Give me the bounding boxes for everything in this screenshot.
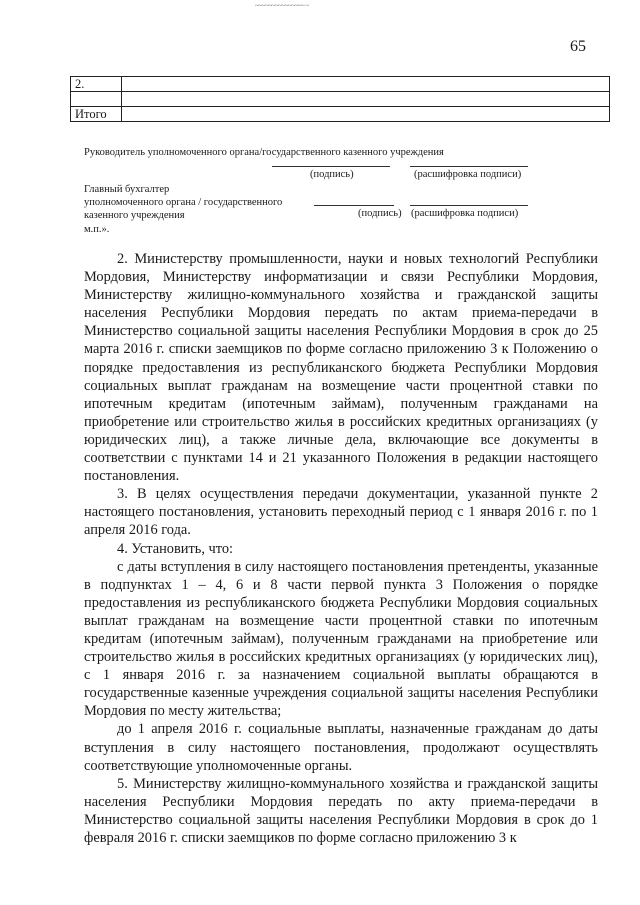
signature-line — [314, 205, 394, 206]
chief-accountant-label: казенного учреждения — [84, 210, 185, 221]
decode-line — [410, 166, 528, 167]
head-of-agency-label: Руководитель уполномоченного органа/государственного казенного учреждения — [84, 147, 444, 158]
decode-caption: (расшифровка подписи) — [414, 169, 522, 180]
decode-line — [410, 205, 528, 206]
paragraph-3: 3. В целях осуществления передачи документации, указанной пункте 2 настоящего постановления, установить переходный период с 1 января 2016 г. по 1 апреля 2016 года. — [84, 486, 598, 539]
table-row — [71, 107, 610, 122]
table-cell — [122, 77, 610, 92]
summary-table — [70, 76, 610, 122]
page-number: 65 — [570, 38, 586, 55]
table-row — [71, 92, 610, 107]
paragraph-4: 4. Установить, что: — [117, 540, 234, 557]
chief-accountant-label: Главный бухгалтер — [84, 184, 170, 195]
body-text — [84, 250, 598, 847]
signature-line — [272, 166, 390, 167]
signature-caption: (подпись) — [310, 169, 354, 180]
paragraph-4a: с даты вступления в силу настоящего постановления претенденты, указанные в подпунктах 1 – 4, 6 и 8 части первой пункта 3 Положения о порядке предоставления из республиканского бюджета Республики Мордовия социальных выплат гражданам на возмещение части процентной ставки по ипотечным кредитам (ипотечным займам), полученным гражданами на приобретение или строительство жилья в российских кредитных организациях (у юридических лиц), с 1 января 2016 г. за назначением социальной выплаты обращаются в государственные казенные учреждения социальной защиты населения Республики Мордовия по месту жительства; — [84, 558, 598, 720]
scan-artifact: ~~~~~~~~~~~~~~~ ~ — [255, 2, 309, 10]
table-cell: 2. — [71, 77, 122, 92]
signature-caption: (подпись) — [358, 208, 402, 219]
table-row — [71, 77, 610, 92]
decode-caption: (расшифровка подписи) — [411, 208, 519, 219]
paragraph-4b: до 1 апреля 2016 г. социальные выплаты, назначенные гражданам до даты вступления в силу настоящего постановления, продолжают осуществлять соответствующие уполномоченные органы. — [84, 721, 598, 774]
table-cell — [71, 92, 122, 107]
paragraph-5: 5. Министерству жилищно-коммунального хозяйства и гражданской защиты населения Республики Мордовия передать по акту приема-передачи в Министерство социальной защиты населения Республики Мордовия в срок до 1 февраля 2016 г. списки заемщиков по форме согласно приложению 3 к — [84, 775, 598, 846]
chief-accountant-label: уполномоченного органа / государственного — [84, 197, 283, 208]
table-cell — [122, 92, 610, 107]
table-cell: Итого — [71, 107, 122, 122]
stamp-mark: м.п.». — [84, 224, 110, 235]
paragraph-2: 2. Министерству промышленности, науки и новых технологий Республики Мордовия, Министерству информатизации и связи Республики Мордовия, Министерству жилищно-коммунального хозяйства и гражданской защиты населения Республики Мордовия передать по актам приема-передачи в Министерство социальной защиты населения Республики Мордовия в срок до 25 марта 2016 г. списки заемщиков по форме согласно приложению 3 к Положению о порядке предоставления из республиканского бюджета Республики Мордовия социальных выплат гражданам на возмещение части процентной ставки по ипотечным кредитам (ипотечным займам), полученным гражданами на приобретение или строительство жилья в российских кредитных организациях (у юридических лиц), а также личные дела, включающие все документы в соответствии с пунктами 14 и 21 указанного Положения в редакции настоящего постановления. — [84, 251, 598, 485]
table-cell — [122, 107, 610, 122]
